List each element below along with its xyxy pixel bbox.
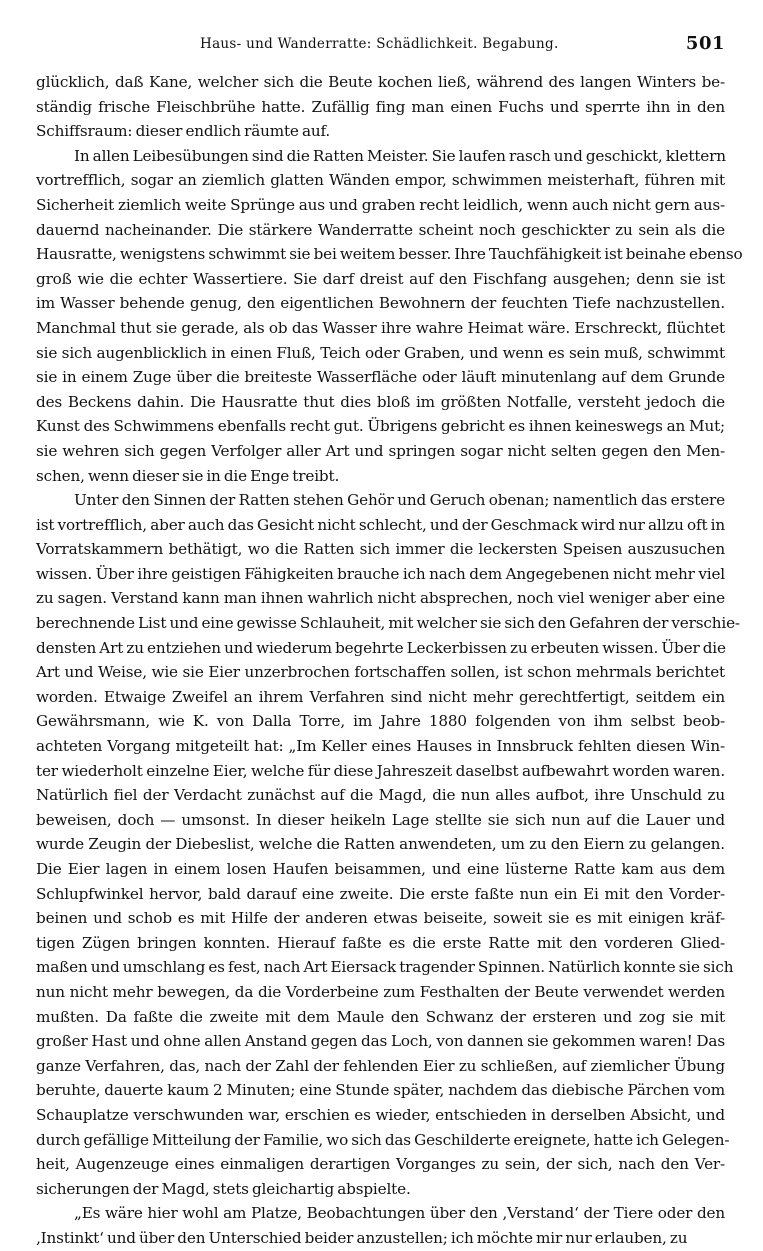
text-line: Natürlich fiel der Verdacht zunächst auf die Magd, die nun alles aufbot, ihre Unschuld zu xyxy=(36,786,725,805)
text-line: großer Hast und ohne allen Anstand gegen das Loch, von dannen sie gekommen waren! Das xyxy=(36,1032,725,1051)
text-line: Gewährsmann, wie K. von Dalla Torre, im Jahre 1880 folgenden von ihm selbst beob- xyxy=(36,712,725,731)
text-line: im Wasser behende genug, den eigentlichen Bewohnern der feuchten Tiefe nachzustellen. xyxy=(36,294,725,313)
text-line: ständig frische Fleischbrühe hatte. Zufällig fing man einen Fuchs und sperrte ihn in den xyxy=(36,97,725,116)
text-line: Die Eier lagen in einem losen Haufen beisammen, und eine lüsterne Ratte kam aus dem xyxy=(36,860,725,878)
text-line: sie in einem Zuge über die breiteste Wasserfläche oder läuft minutenlang auf dem Grunde xyxy=(36,368,725,387)
text-line: des Beckens dahin. Die Hausratte thut dies bloß im größten Notfalle, versteht jedoch die xyxy=(36,392,725,411)
text-line: Manchmal thut sie gerade, als ob das Wasser ihre wahre Heimat wäre. Erschreckt, flüchtet xyxy=(36,318,725,337)
text-line: Schlupfwinkel hervor, bald darauf eine zweite. Die erste faßte nun ein Ei mit den Vorder- xyxy=(36,884,725,903)
text-line: groß wie die echter Wassertiere. Sie darf dreist auf den Fischfang ausgehen; denn sie ist xyxy=(36,269,725,288)
page-number: 501 xyxy=(685,33,725,54)
page-header xyxy=(200,33,725,58)
text-line: zu sagen. Verstand kann man ihnen wahrlich nicht absprechen, noch viel weniger aber eine xyxy=(36,589,725,608)
text-line: „Es wäre hier wohl am Platze, Beobachtungen über den ‚Verstand‘ der Tiere oder den xyxy=(74,1204,725,1223)
text-line: Unter den Sinnen der Ratten stehen Gehör und Geruch obenan; namentlich das erstere xyxy=(74,491,725,510)
paragraph xyxy=(36,70,725,144)
text-line: Schiffsraum: dieser endlich räumte auf. xyxy=(36,122,331,141)
paragraph xyxy=(36,488,740,1201)
text-line: ‚Instinkt‘ und über den Unterschied beider anzustellen; ich möchte mir nur erlauben, zu xyxy=(36,1228,688,1247)
text-line: tigen Zügen bringen konnten. Hierauf faßte es die erste Ratte mit den vorderen Glied- xyxy=(36,933,725,952)
text-line: worden. Etwaige Zweifel an ihrem Verfahren sind nicht mehr gerechtfertigt, seitdem ein xyxy=(36,687,725,706)
text-line: sie wehren sich gegen Verfolger aller Art und springen sogar nicht selten gegen den Men- xyxy=(36,441,725,460)
text-line: berechnende List und eine gewisse Schlauheit, mit welcher sie sich den Gefahren der verschie- xyxy=(36,614,740,633)
text-line: dauernd nacheinander. Die stärkere Wanderratte scheint noch geschickter zu sein als die xyxy=(36,220,725,239)
text-line: Sicherheit ziemlich weite Sprünge aus und graben recht leidlich, wenn auch nicht gern aus- xyxy=(36,195,725,214)
running-head: Haus- und Wanderratte: Schädlichkeit. Begabung. xyxy=(200,36,559,52)
text-line: beruhte, dauerte kaum 2 Minuten; eine Stunde später, nachdem das diebische Pärchen vom xyxy=(36,1081,725,1100)
paragraph xyxy=(36,1201,725,1250)
text-line: durch gefällige Mitteilung der Familie, wo sich das Geschilderte ereignete, hatte ich Gelegen- xyxy=(36,1130,730,1149)
text-line: vortrefflich, sogar an ziemlich glatten Wänden empor, schwimmen meisterhaft, führen mit xyxy=(36,171,725,190)
text-line: In allen Leibesübungen sind die Ratten Meister. Sie laufen rasch und geschickt, klettern xyxy=(74,146,726,165)
text-line: heit, Augenzeuge eines einmaligen derartigen Vorganges zu sein, der sich, nach den Ver- xyxy=(36,1155,725,1174)
text-line: achteten Vorgang mitgeteilt hat: „Im Keller eines Hauses in Innsbruck fehlten diesen Win- xyxy=(36,737,725,756)
text-line: sie sich augenblicklich in einen Fluß, Teich oder Graben, und wenn es sein muß, schwimmt xyxy=(36,343,725,362)
text-line: ist vortrefflich, aber auch das Gesicht nicht schlecht, und der Geschmack wird nur allzu oft in xyxy=(36,515,725,534)
text-line: ter wiederholt einzelne Eier, welche für diese Jahreszeit daselbst aufbewahrt worden waren. xyxy=(36,761,725,780)
text-line: maßen und umschlang es fest, nach Art Eiersack tragender Spinnen. Natürlich konnte sie sich xyxy=(36,958,734,977)
paragraph xyxy=(36,144,743,488)
text-line: glücklich, daß Kane, welcher sich die Beute kochen ließ, während des langen Winters be- xyxy=(36,73,725,91)
text-line: wissen. Über ihre geistigen Fähigkeiten brauche ich nach dem Angegebenen nicht mehr viel xyxy=(36,564,725,583)
text-line: sicherungen der Magd, stets gleichartig abspielte. xyxy=(36,1179,411,1198)
text-line: Art und Weise, wie sie Eier unzerbrochen fortschaffen sollen, ist schon mehrmals berichtet xyxy=(36,663,725,682)
text-line: Hausratte, wenigstens schwimmt sie bei weitem besser. Ihre Tauchfähigkeit ist beinahe ebenso xyxy=(36,245,743,264)
text-line: Kunst des Schwimmens ebenfalls recht gut. Übrigens gebricht es ihnen keineswegs an Mut; xyxy=(36,417,725,436)
text-line: wurde Zeugin der Diebeslist, welche die Ratten anwendeten, um zu den Eiern zu gelangen. xyxy=(36,835,725,854)
text-line: densten Art zu entziehen und wiederum begehrte Leckerbissen zu erbeuten wissen. Über die xyxy=(36,638,726,657)
text-line: Vorratskammern bethätigt, wo die Ratten sich immer die leckersten Speisen auszusuchen xyxy=(36,540,725,559)
text-line: nun nicht mehr bewegen, da die Vorderbeine zum Festhalten der Beute verwendet werden xyxy=(36,982,725,1001)
text-line: beweisen, doch — umsonst. In dieser heikeln Lage stellte sie sich nun auf die Lauer und xyxy=(36,810,725,829)
text-line: schen, wenn dieser sie in die Enge treibt. xyxy=(36,466,340,485)
text-line: ganze Verfahren, das, nach der Zahl der fehlenden Eier zu schließen, auf ziemlicher Übung xyxy=(36,1056,725,1075)
text-line: mußten. Da faßte die zweite mit dem Maule den Schwanz der ersteren und zog sie mit xyxy=(36,1007,725,1026)
text-line: Schauplatze verschwunden war, erschien es wieder, entschieden in derselben Absicht, und xyxy=(36,1105,725,1124)
text-line: beinen und schob es mit Hilfe der anderen etwas beiseite, soweit sie es mit einigen kräf- xyxy=(36,909,725,928)
body-text xyxy=(36,70,743,1251)
